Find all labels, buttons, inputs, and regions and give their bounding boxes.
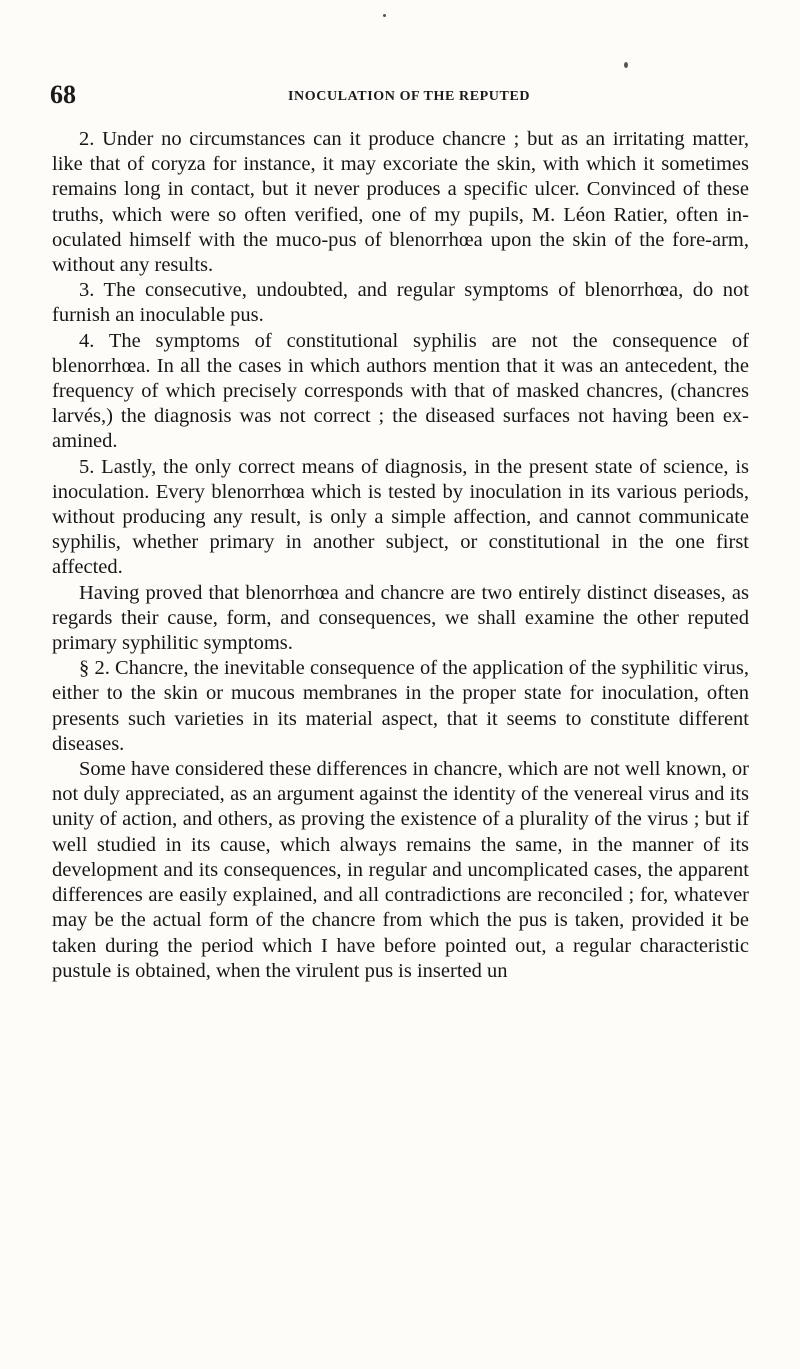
paragraph: 5. Lastly, the only correct means of diagnosis, in the present state of science, is inoculation. Every blenorrhœa which is tested by inoculation in its various periods, without producing any result, is only a simple affection, and cannot communicate syphilis, whether primary in another subject, or constitutional in the one first affected. — [52, 455, 749, 579]
paragraph: 2. Under no circumstances can it produce chancre ; but as an irritating matter, like that of coryza for instance, it may excoriate the skin, with which it sometimes remains long in contact, but it never produces a specific ulcer. Convinced of these truths, which were so often verified, one of my pupils, M. Léon Ratier, often inoculated himself with the muco-pus of blenorrhœa upon the skin of the fore-arm, without any results. — [52, 128, 749, 277]
running-title: INOCULATION OF THE REPUTED — [288, 89, 531, 104]
paragraph: § 2. Chancre, the inevitable consequence of the application of the syphilitic virus, either to the skin or mucous membranes in the proper state for inoculation, often presents such varieties in its material aspect, that it seems to constitute different diseases. — [52, 657, 749, 755]
page-header — [50, 80, 750, 120]
print-speck — [624, 62, 628, 68]
body-text — [52, 127, 749, 984]
paragraph: 3. The consecutive, undoubted, and regular symptoms of blenorrhœa, do not furnish an inoculable pus. — [52, 279, 749, 327]
paragraph: Some have considered these differences in chancre, which are not well known, or not duly appreciated, as an argument against the identity of the venereal virus and its unity of action, and others, as proving the existence of a plurality of the virus ; but if well studied in its cause, which always remains the same, in the manner of its development and its consequences, in regular and uncomplicated cases, the apparent differences are easily explained, and all contradictions are reconciled ; for, whatever may be the actual form of the chancre from which the pus is taken, provided it be taken during the period which I have before pointed out, a regular characteristic pustule is obtained, when the virulent pus is inserted un — [52, 758, 749, 982]
paragraph: Having proved that blenorrhœa and chancre are two entirely distinct diseases, as regards their cause, form, and consequences, we shall examine the other reputed primary syphilitic symptoms. — [52, 581, 749, 655]
print-speck — [383, 14, 386, 17]
page-number: 68 — [50, 80, 76, 109]
paragraph: 4. The symptoms of constitutional syphilis are not the consequence of blenorrhœa. In all the cases in which authors mention that it was an antecedent, the frequency of which precisely corresponds with that of masked chancres, (chancres larvés,) the diagnosis was not correct ; the diseased surfaces not having been examined. — [52, 329, 749, 453]
